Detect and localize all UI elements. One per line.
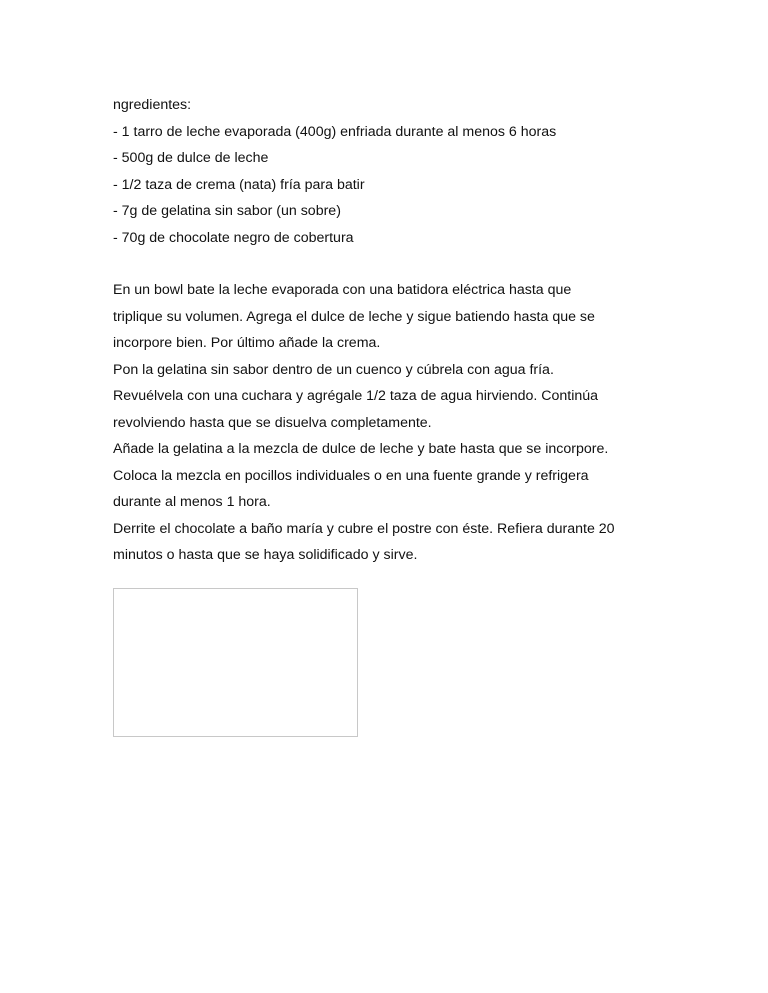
ingredient-item: - 70g de chocolate negro de cobertura xyxy=(113,229,354,246)
instruction-line: Revuélvela con una cuchara y agrégale 1/2 taza de agua hirviendo. Continúa xyxy=(113,388,599,404)
instruction-line: durante al menos 1 hora. xyxy=(113,494,271,510)
instruction-line: En un bowl bate la leche evaporada con una batidora eléctrica hasta que xyxy=(113,282,572,298)
instruction-line: minutos o hasta que se haya solidificado y sirve. xyxy=(113,547,418,563)
ingredient-item: - 7g de gelatina sin sabor (un sobre) xyxy=(113,203,341,219)
ingredients-heading: ngredientes: xyxy=(113,97,192,113)
image-placeholder xyxy=(113,588,358,737)
instruction-line: Pon la gelatina sin sabor dentro de un cuenco y cúbrela con agua fría. xyxy=(113,361,554,378)
ingredient-item: - 1/2 taza de crema (nata) fría para batir xyxy=(113,176,365,193)
instruction-line: revolviendo hasta que se disuelva completamente. xyxy=(113,414,432,431)
instruction-line: Añade la gelatina a la mezcla de dulce de leche y bate hasta que se incorpore. xyxy=(113,441,609,457)
ingredient-item: - 500g de dulce de leche xyxy=(113,150,269,166)
instruction-line: Coloca la mezcla en pocillos individuales o en una fuente grande y refrigera xyxy=(113,467,589,484)
recipe-text xyxy=(113,92,673,569)
paragraph-gap xyxy=(113,251,673,277)
ingredient-item: - 1 tarro de leche evaporada (400g) enfriada durante al menos 6 horas xyxy=(113,123,557,140)
instruction-line: triplique su volumen. Agrega el dulce de leche y sigue batiendo hasta que se xyxy=(113,308,595,325)
instruction-line: Derrite el chocolate a baño maría y cubre el postre con éste. Refiera durante 20 xyxy=(113,520,615,537)
instruction-line: incorpore bien. Por último añade la crema. xyxy=(113,335,381,351)
